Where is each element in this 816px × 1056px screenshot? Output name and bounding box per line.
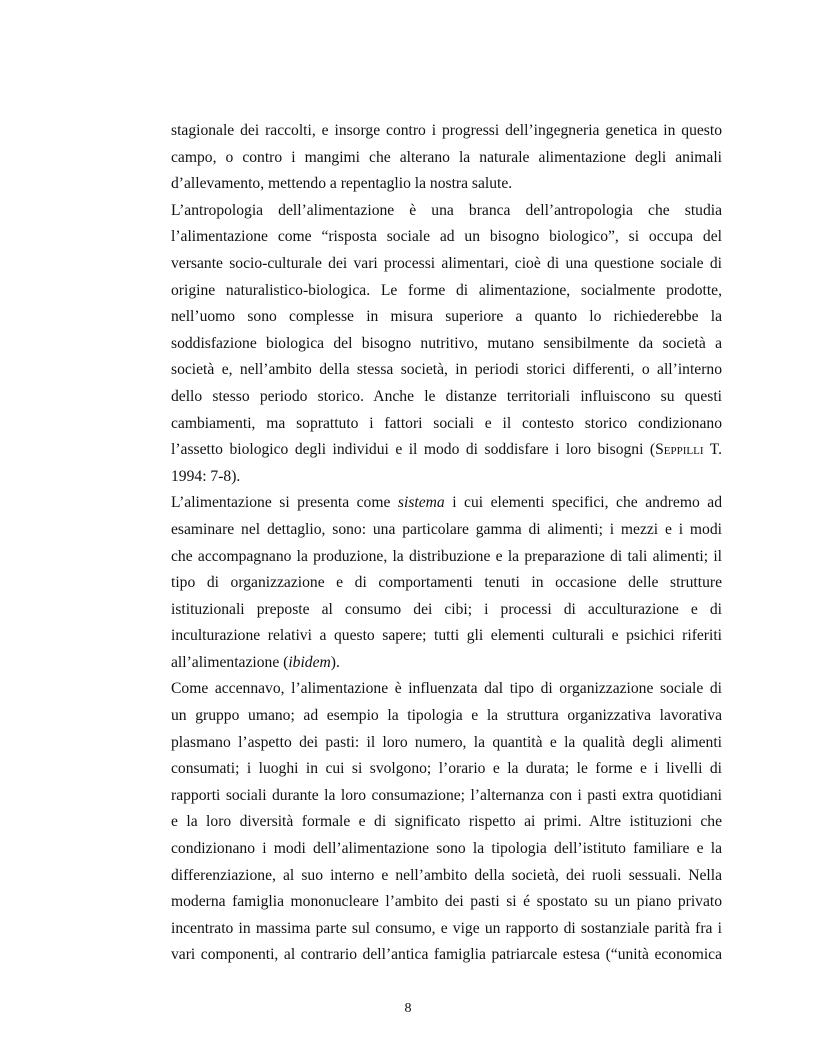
text-line: cambiamenti, ma soprattuto i fattori sociali e il contesto storico condizionano <box>171 414 722 432</box>
text-line: esaminare nel dettaglio, sono: una particolare gamma di alimenti; i mezzi e i modi <box>171 520 722 538</box>
page-number: 8 <box>404 1001 412 1016</box>
page-body <box>171 118 722 969</box>
text-line <box>171 490 722 517</box>
paragraph-4 <box>171 676 722 969</box>
text-line: plasmano l’aspetto dei pasti: il loro numero, la quantità e la qualità degli alimenti <box>171 733 722 751</box>
text-line: l’alimentazione come “risposta sociale ad un bisogno biologico”, si occupa del <box>171 228 722 246</box>
text-line: 1994: 7-8). <box>171 467 241 485</box>
text-line: un gruppo umano; ad esempio la tipologia e la struttura organizzativa lavorativa <box>171 707 722 725</box>
citation-author: Seppilli <box>655 441 704 459</box>
text-line: nell’uomo sono complesse in misura superiore a quanto lo richiederebbe la <box>171 308 722 326</box>
text-line: società e, nell’ambito della stessa società, in periodi storici differenti, o all’interno <box>171 361 722 379</box>
text-segment: L’alimentazione si presenta come <box>171 494 398 512</box>
text-line: soddisfazione biologica del bisogno nutritivo, mutano sensibilmente da società a <box>171 334 722 352</box>
text-line: origine naturalistico-biologica. Le forme di alimentazione, socialmente prodotte, <box>171 281 722 299</box>
paragraph-1 <box>171 118 722 198</box>
text-line: campo, o contro i mangimi che alterano la naturale alimentazione degli animali <box>171 148 722 166</box>
text-line: stagionale dei raccolti, e insorge contro i progressi dell’ingegneria genetica in questo <box>171 122 722 139</box>
text-line: versante socio-culturale dei vari processi alimentari, cioè di una questione sociale di <box>171 254 722 272</box>
text-line: Come accennavo, l’alimentazione è influenzata dal tipo di organizzazione sociale di <box>171 680 722 698</box>
text-line: L’antropologia dell’alimentazione è una branca dell’antropologia che studia <box>171 201 722 219</box>
text-segment: all’alimentazione ( <box>171 653 289 671</box>
text-line: differenziazione, al suo interno e nell’ambito della società, dei ruoli sessuali. Nella <box>171 866 722 884</box>
citation-line <box>171 437 722 464</box>
text-line: dello stesso periodo storico. Anche le distanze territoriali influiscono su questi <box>171 387 722 405</box>
citation-text-before: l’assetto biologico degli individui e il modo di soddisfare i loro bisogni ( <box>171 441 656 459</box>
text-segment: ). <box>330 653 340 671</box>
emphasis-term: ibidem <box>288 653 331 671</box>
text-line: tipo di organizzazione e di comportamenti tenuti in occasione delle strutture <box>171 574 722 592</box>
text-line: inculturazione relativi a questo sapere; tutti gli elementi culturali e psichici riferiti <box>171 627 722 645</box>
paragraph-2 <box>171 198 722 491</box>
text-segment: i cui elementi specifici, che andremo ad <box>444 494 722 512</box>
text-line: vari componenti, al contrario dell’antica famiglia patriarcale estesa (“unità economica <box>171 946 722 964</box>
text-line: rapporti sociali durante la loro consumazione; l’alternanza con i pasti extra quotidiani <box>171 786 722 804</box>
paragraph-3 <box>171 490 722 676</box>
citation-text-after: T. <box>703 441 722 459</box>
text-line <box>171 650 722 677</box>
text-line: e la loro diversità formale e di significato rispetto ai primi. Altre istituzioni che <box>171 813 722 831</box>
emphasis-term: sistema <box>397 494 445 512</box>
text-line: istituzionali preposte al consumo dei cibi; i processi di acculturazione e di <box>171 600 722 618</box>
text-line: incentrato in massima parte sul consumo, e vige un rapporto di sostanziale parità fra i <box>171 919 722 937</box>
text-line: moderna famiglia mononucleare l’ambito dei pasti si é spostato su un piano privato <box>171 893 722 911</box>
text-line: condizionano i modi dell’alimentazione sono la tipologia dell’istituto familiare e la <box>171 840 722 858</box>
text-line: che accompagnano la produzione, la distribuzione e la preparazione di tali alimenti; il <box>171 547 722 565</box>
text-line: consumati; i luoghi in cui si svolgono; l’orario e la durata; le forme e i livelli di <box>171 760 722 778</box>
text-line: d’allevamento, mettendo a repentaglio la nostra salute. <box>171 175 513 193</box>
